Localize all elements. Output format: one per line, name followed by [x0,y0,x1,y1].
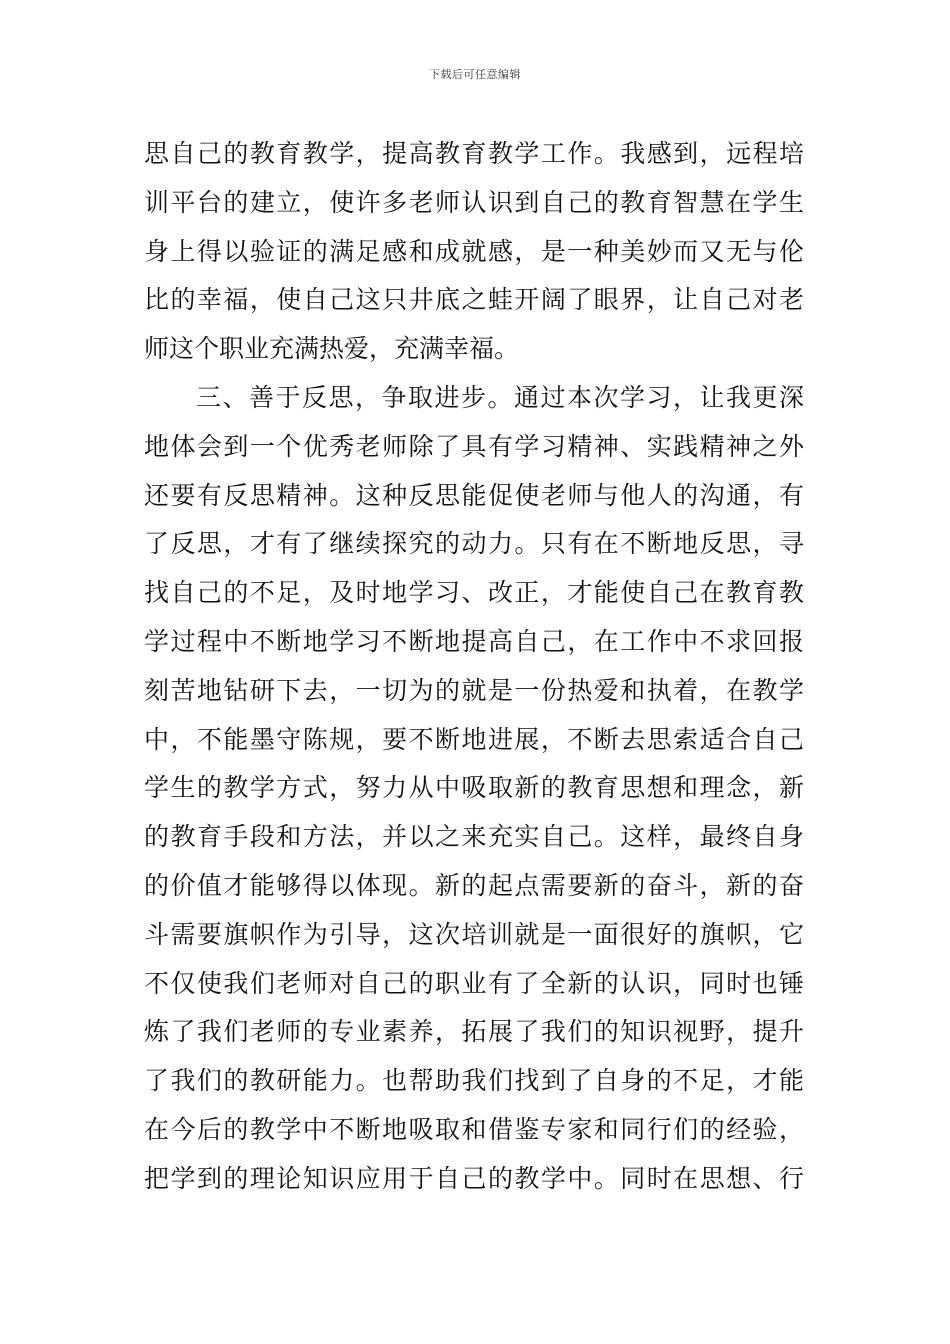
text-line: 了我们的教研能力。也帮助我们找到了自身的不足，才能 [144,1066,804,1096]
text-line: 找自己的不足，及时地学习、改正，才能使自己在教育教 [144,578,804,608]
text-line: 炼了我们老师的专业素养，拓展了我们的知识视野，提升 [144,1017,804,1047]
page-header-note: 下载后可任意编辑 [429,68,521,81]
text-line: 的教育手段和方法，并以之来充实自己。这样，最终自身 [144,822,804,852]
text-line: 在今后的教学中不断地吸取和借鉴专家和同行们的经验， [144,1114,804,1144]
text-line: 地体会到一个优秀老师除了具有学习精神、实践精神之外 [144,431,804,461]
text-line: 还要有反思精神。这种反思能促使老师与他人的沟通，有 [144,480,804,510]
text-line: 把学到的理论知识应用于自己的教学中。同时在思想、行 [144,1163,804,1193]
text-line: 思自己的教育教学，提高教育教学工作。我感到，远程培 [144,139,804,168]
text-line-paragraph-start: 三、善于反思，争取进步。通过本次学习，让我更深 [196,382,804,412]
text-line: 学生的教学方式，努力从中吸取新的教育思想和理念，新 [144,773,804,803]
text-line: 比的幸福，使自己这只井底之蛙开阔了眼界，让自己对老 [144,285,804,315]
text-line: 中，不能墨守陈规，要不断地进展，不断去思索适合自己 [144,724,804,754]
text-line: 刻苦地钻研下去，一切为的就是一份热爱和执着，在教学 [144,675,804,705]
text-line: 学过程中不断地学习不断地提高自己，在工作中不求回报 [144,626,804,656]
text-line: 不仅使我们老师对自己的职业有了全新的认识，同时也锤 [144,968,804,998]
text-line: 身上得以验证的满足感和成就感，是一种美妙而又无与伦 [144,236,804,266]
text-line: 了反思，才有了继续探究的动力。只有在不断地反思，寻 [144,529,804,559]
text-line: 斗需要旗帜作为引导，这次培训就是一面很好的旗帜，它 [144,919,804,949]
body-text [144,130,804,1204]
text-line: 训平台的建立，使许多老师认识到自己的教育智慧在学生 [144,187,804,217]
text-line: 的价值才能够得以体现。新的起点需要新的奋斗，新的奋 [144,870,804,900]
text-line-paragraph-end: 师这个职业充满热爱，充满幸福。 [144,334,520,364]
